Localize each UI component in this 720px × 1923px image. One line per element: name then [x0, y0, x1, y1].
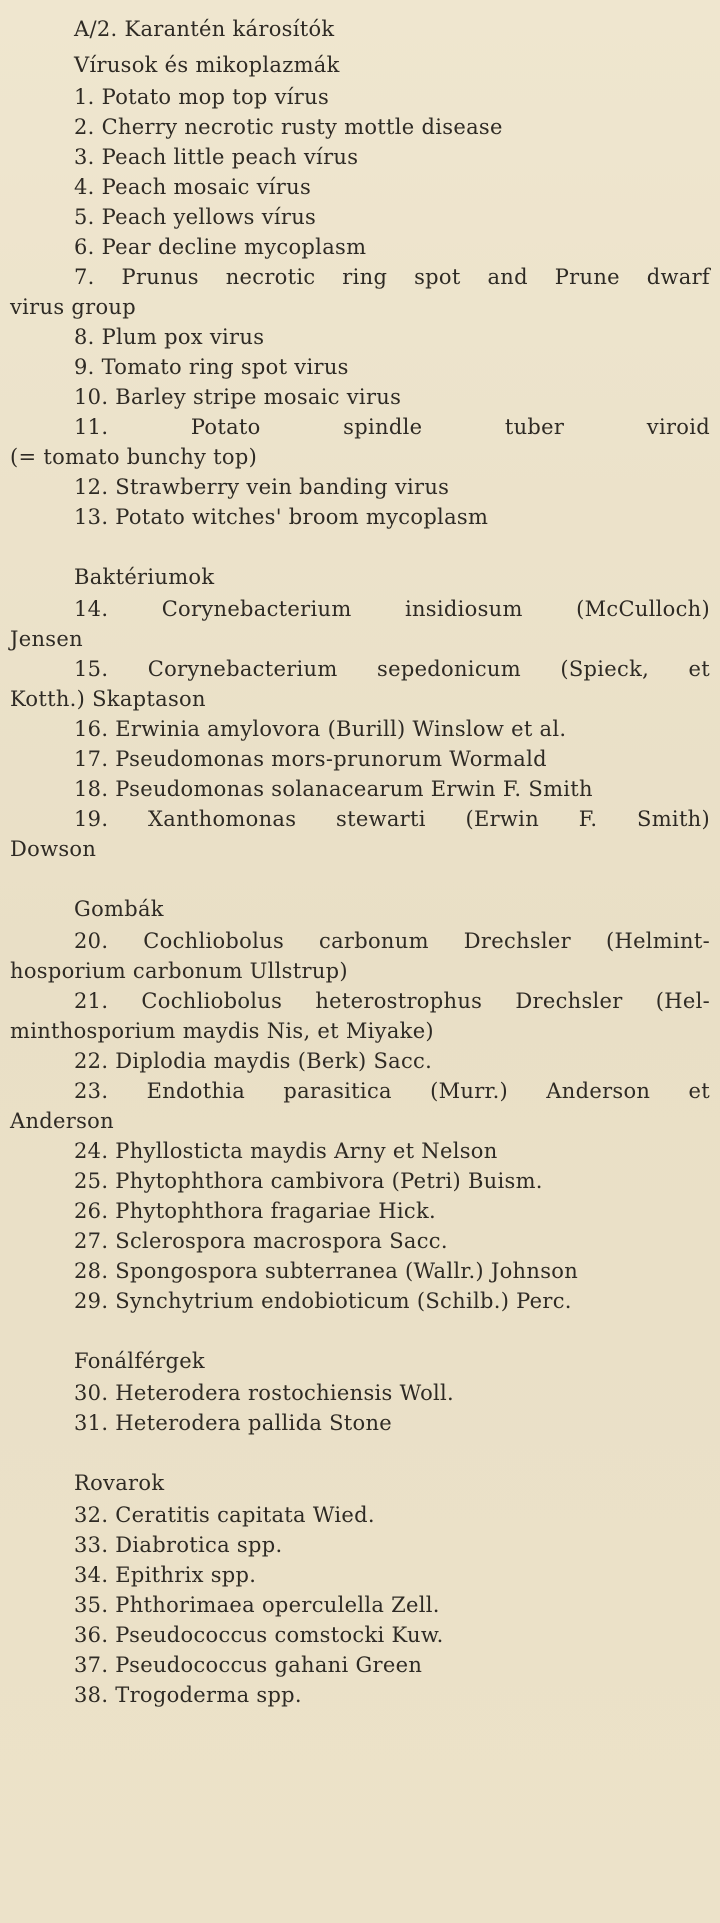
section-gap [10, 532, 710, 556]
list-item [10, 1226, 710, 1256]
list-item-line: 29. Synchytrium endobioticum (Schilb.) Perc. [74, 1289, 572, 1313]
list-item-line: 2. Cherry necrotic rusty mottle disease [74, 115, 503, 139]
section [10, 50, 710, 532]
list-item-line: 23. Endothia parasitica (Murr.) Anderson et [74, 1079, 710, 1103]
list-item-line: 30. Heterodera rostochiensis Woll. [74, 1381, 455, 1405]
list-item-line: 32. Ceratitis capitata Wied. [74, 1503, 375, 1527]
list-item [10, 926, 710, 986]
section-gap [10, 1316, 710, 1340]
list-item [10, 744, 710, 774]
list-item-line: 16. Erwinia amylovora (Burill) Winslow et al. [74, 717, 567, 741]
list-item [10, 1620, 710, 1650]
section-heading: Fonálférgek [74, 1349, 205, 1373]
sections-container [10, 50, 710, 1710]
list-item [10, 142, 710, 172]
list-item [10, 112, 710, 142]
list-item-line: 18. Pseudomonas solanacearum Erwin F. Smith [74, 777, 593, 801]
section [10, 864, 710, 1316]
list-item-line: Kotth.) Skaptason [10, 687, 206, 711]
list-item-line: 12. Strawberry vein banding virus [74, 475, 450, 499]
list-item-line: 31. Heterodera pallida Stone [74, 1411, 393, 1435]
list-item [10, 1136, 710, 1166]
list-item [10, 382, 710, 412]
list-item [10, 472, 710, 502]
list-item-line: 5. Peach yellows vírus [74, 205, 317, 229]
list-item-line: Dowson [10, 837, 97, 861]
list-item [10, 774, 710, 804]
list-item [10, 1408, 710, 1438]
section-gap [10, 1438, 710, 1462]
list-item-line: 8. Plum pox virus [74, 325, 265, 349]
list-item-line: 11. Potato spindle tuber viroid [74, 415, 710, 439]
list-item [10, 1046, 710, 1076]
list-item-line: 38. Trogoderma spp. [74, 1683, 302, 1707]
list-item [10, 594, 710, 654]
list-item [10, 1076, 710, 1136]
list-item [10, 1530, 710, 1560]
section [10, 1438, 710, 1710]
list-item-line: 6. Pear decline mycoplasm [74, 235, 367, 259]
list-item-line: 28. Spongospora subterranea (Wallr.) Johnson [74, 1259, 579, 1283]
section-heading: Rovarok [74, 1471, 165, 1495]
page-title: A/2. Karantén károsítók [74, 17, 335, 41]
list-item-line: 17. Pseudomonas mors-prunorum Wormald [74, 747, 547, 771]
list-item-line: 34. Epithrix spp. [74, 1563, 257, 1587]
list-item [10, 82, 710, 112]
list-item-line: 35. Phthorimaea operculella Zell. [74, 1593, 440, 1617]
list-item-line: 7. Prunus necrotic ring spot and Prune dwarf [74, 265, 710, 289]
list-item [10, 1560, 710, 1590]
list-item-line: 9. Tomato ring spot virus [74, 355, 349, 379]
list-item [10, 1680, 710, 1710]
list-item-line: 4. Peach mosaic vírus [74, 175, 312, 199]
list-item-line: 33. Diabrotica spp. [74, 1533, 283, 1557]
section-heading: Vírusok és mikoplazmák [74, 53, 340, 77]
list-item [10, 1166, 710, 1196]
list-item-line: 25. Phytophthora cambivora (Petri) Buism. [74, 1169, 543, 1193]
list-item [10, 986, 710, 1046]
list-item-line: 37. Pseudococcus gahani Green [74, 1653, 423, 1677]
list-item [10, 804, 710, 864]
list-item-line: 10. Barley stripe mosaic virus [74, 385, 402, 409]
list-item-line: 27. Sclerospora macrospora Sacc. [74, 1229, 448, 1253]
list-item-line: 19. Xanthomonas stewarti (Erwin F. Smith) [74, 807, 710, 831]
list-item [10, 1378, 710, 1408]
section-heading: Baktériumok [74, 565, 215, 589]
list-item-line: 36. Pseudococcus comstocki Kuw. [74, 1623, 444, 1647]
list-item-line: 22. Diplodia maydis (Berk) Sacc. [74, 1049, 433, 1073]
list-item-line: 13. Potato witches' broom mycoplasm [74, 505, 489, 529]
list-item-line: Jensen [10, 627, 83, 651]
list-item [10, 502, 710, 532]
list-item [10, 1286, 710, 1316]
section [10, 532, 710, 864]
list-item [10, 262, 710, 322]
list-item [10, 714, 710, 744]
list-item [10, 352, 710, 382]
list-item [10, 202, 710, 232]
list-item [10, 232, 710, 262]
list-item [10, 1590, 710, 1620]
list-item-line: 15. Corynebacterium sepedonicum (Spieck, et [74, 657, 710, 681]
list-item-line: 20. Cochliobolus carbonum Drechsler (Helmint- [74, 929, 710, 953]
list-item-line: 3. Peach little peach vírus [74, 145, 359, 169]
list-item-line: 1. Potato mop top vírus [74, 85, 330, 109]
list-item-line: (= tomato bunchy top) [10, 445, 258, 469]
list-item-line: Anderson [10, 1109, 114, 1133]
list-item-line: 21. Cochliobolus heterostrophus Drechsler (Hel- [74, 989, 710, 1013]
list-item-line: 14. Corynebacterium insidiosum (McCulloch) [74, 597, 710, 621]
section [10, 1316, 710, 1438]
list-item [10, 1256, 710, 1286]
list-item-line: minthosporium maydis Nis, et Miyake) [10, 1019, 434, 1043]
list-item [10, 1500, 710, 1530]
list-item [10, 1650, 710, 1680]
list-item-line: 26. Phytophthora fragariae Hick. [74, 1199, 436, 1223]
list-item [10, 412, 710, 472]
section-heading: Gombák [74, 897, 164, 921]
list-item [10, 172, 710, 202]
list-item [10, 1196, 710, 1226]
list-item [10, 654, 710, 714]
list-item-line: 24. Phyllosticta maydis Arny et Nelson [74, 1139, 498, 1163]
list-item-line: virus group [10, 295, 136, 319]
list-item [10, 322, 710, 352]
list-item-line: hosporium carbonum Ullstrup) [10, 959, 348, 983]
section-gap [10, 864, 710, 888]
